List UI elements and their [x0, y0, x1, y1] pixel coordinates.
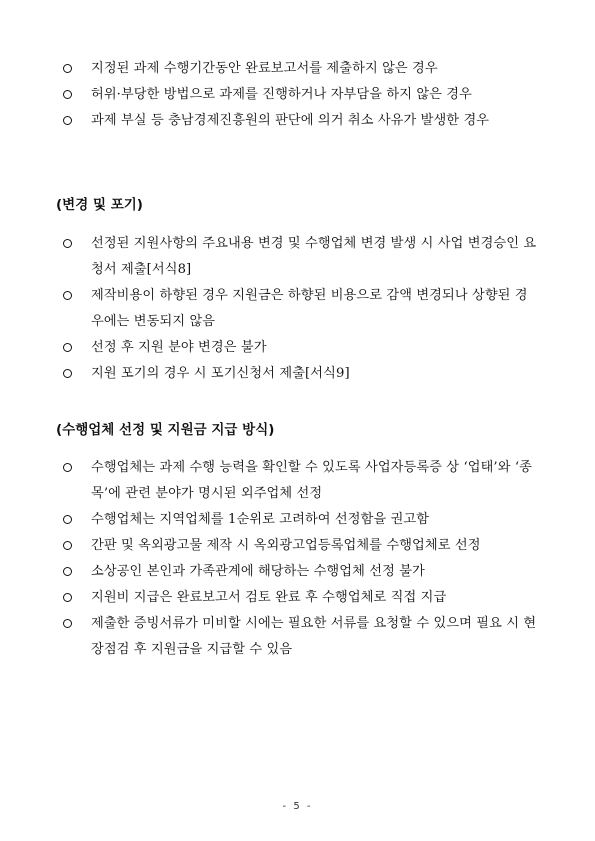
list-item	[0, 82, 540, 108]
circle-bullet-icon	[63, 369, 72, 378]
list-item-text: 수행업체는 과제 수행 능력을 확인할 수 있도록 사업자등록증 상 ‘업태’와 ‘종목’에 관련 분야가 명시된 외주업체 선정	[91, 460, 532, 501]
list-item-text: 과제 부실 등 충남경제진흥원의 판단에 의거 취소 사유가 발생한 경우	[91, 113, 490, 128]
list-item	[0, 231, 540, 283]
circle-bullet-icon	[63, 64, 72, 73]
vendor-list	[0, 455, 595, 663]
list-item-text: 지원비 지급은 완료보고서 검토 완료 후 수행업체로 직접 지급	[91, 590, 447, 605]
circle-bullet-icon	[63, 343, 72, 352]
change-list	[0, 231, 595, 387]
list-item	[0, 335, 540, 361]
list-item	[0, 585, 540, 611]
page-number: - 5 -	[282, 801, 313, 812]
list-item	[0, 455, 540, 507]
list-item	[0, 559, 540, 585]
top-list	[0, 56, 595, 134]
circle-bullet-icon	[63, 239, 72, 248]
list-item-text: 간판 및 옥외광고물 제작 시 옥외광고업등록업체를 수행업체로 선정	[91, 538, 481, 553]
list-item-text: 제출한 증빙서류가 미비할 시에는 필요한 서류를 요청할 수 있으며 필요 시 현장점검 후 지원금을 지급할 수 있음	[91, 616, 537, 657]
section-heading-change: (변경 및 포기)	[56, 197, 143, 213]
circle-bullet-icon	[63, 619, 72, 628]
circle-bullet-icon	[63, 90, 72, 99]
list-item	[0, 361, 540, 387]
list-item-text: 수행업체는 지역업체를 1순위로 고려하여 선정함을 권고함	[91, 512, 430, 527]
list-item-text: 소상공인 본인과 가족관계에 해당하는 수행업체 선정 불가	[91, 564, 425, 579]
list-item	[0, 533, 540, 559]
circle-bullet-icon	[63, 541, 72, 550]
circle-bullet-icon	[63, 291, 72, 300]
list-item	[0, 56, 540, 82]
circle-bullet-icon	[63, 567, 72, 576]
circle-bullet-icon	[63, 593, 72, 602]
circle-bullet-icon	[63, 515, 72, 524]
list-item-text: 선정된 지원사항의 주요내용 변경 및 수행업체 변경 발생 시 사업 변경승인 요청서 제출[서식8]	[91, 236, 537, 277]
list-item-text: 허위·부당한 방법으로 과제를 진행하거나 자부담을 하지 않은 경우	[91, 87, 472, 102]
circle-bullet-icon	[63, 463, 72, 472]
list-item	[0, 507, 540, 533]
list-item	[0, 108, 540, 134]
list-item-text: 지원 포기의 경우 시 포기신청서 제출[서식9]	[91, 366, 350, 381]
list-item-text: 지정된 과제 수행기간동안 완료보고서를 제출하지 않은 경우	[91, 61, 438, 76]
list-item	[0, 611, 540, 663]
circle-bullet-icon	[63, 116, 72, 125]
list-item-text: 선정 후 지원 분야 변경은 불가	[91, 340, 267, 355]
section-heading-vendor: (수행업체 선정 및 지원금 지급 방식)	[56, 422, 275, 438]
list-item-text: 제작비용이 하향된 경우 지원금은 하향된 비용으로 감액 변경되나 상향된 경우에는 변동되지 않음	[91, 288, 528, 329]
list-item	[0, 283, 540, 335]
